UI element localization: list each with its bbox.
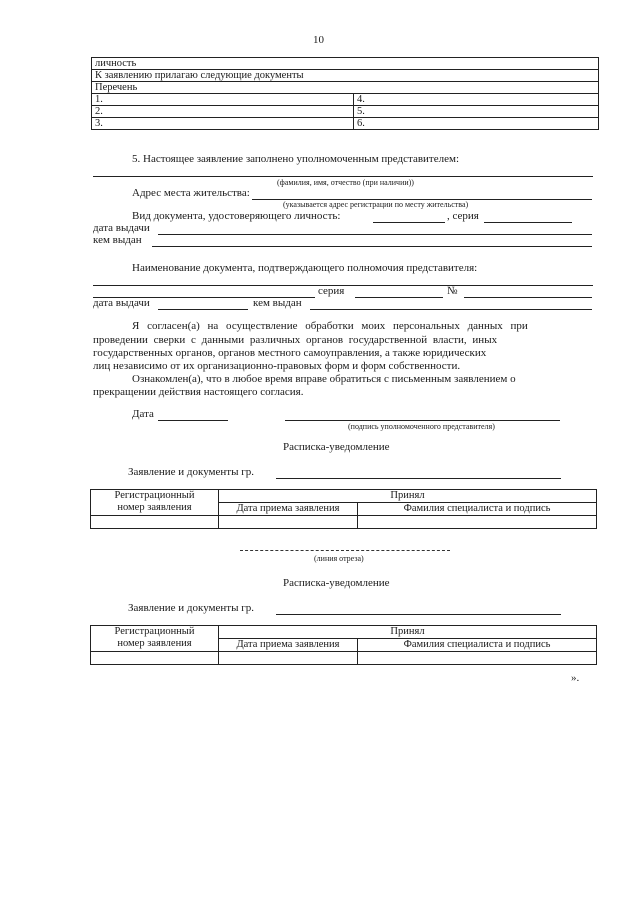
issued-by-label: кем выдан bbox=[93, 234, 142, 246]
consent-line-1: Я согласен(а) на осуществление обработки моих персональных данных при bbox=[132, 320, 528, 332]
signature-caption: (подпись уполномоченного представителя) bbox=[348, 422, 495, 431]
signature-line bbox=[285, 420, 560, 421]
address-caption: (указывается адрес регистрации по месту жительства) bbox=[283, 200, 469, 209]
receipt2-title: Расписка-уведомление bbox=[283, 577, 390, 589]
fio-line bbox=[93, 176, 593, 177]
receipt1-docs-line bbox=[276, 478, 561, 479]
list-item: 3. bbox=[92, 118, 354, 130]
consent-line-4: лиц независимо от их организационно-правовых форм и форм собственности. bbox=[93, 360, 461, 372]
doc-type-line bbox=[373, 222, 445, 223]
consent-line-2: проведении сверки с данными различных органов государственной власти, иных bbox=[93, 334, 498, 346]
receipt1-title: Расписка-уведомление bbox=[283, 441, 390, 453]
specialist-header: Фамилия специалиста и подпись bbox=[358, 639, 597, 652]
table-cell bbox=[219, 516, 358, 529]
authority-issued-by-label: кем выдан bbox=[253, 297, 302, 309]
fio-caption: (фамилия, имя, отчество (при наличии)) bbox=[277, 178, 414, 187]
authority-label: Наименование документа, подтверждающего полномочия представителя: bbox=[132, 262, 478, 274]
date-header: Дата приема заявления bbox=[219, 639, 358, 652]
list-item: 6. bbox=[354, 118, 599, 130]
section5-heading: 5. Настоящее заявление заполнено уполномоченным представителем: bbox=[132, 153, 459, 165]
list-item: 2. bbox=[92, 106, 354, 118]
attach-row: К заявлению прилагаю следующие документы bbox=[92, 70, 599, 82]
doc-series-line bbox=[484, 222, 572, 223]
attachments-table bbox=[91, 57, 599, 130]
signature-date-label: Дата bbox=[132, 408, 154, 420]
authority-series-label: серия bbox=[318, 285, 345, 297]
date-header: Дата приема заявления bbox=[219, 503, 358, 516]
reg-number-header: Регистрационный номер заявления bbox=[91, 490, 219, 516]
list-item: 4. bbox=[354, 94, 599, 106]
table-cell bbox=[219, 652, 358, 665]
accepted-header: Принял bbox=[219, 490, 597, 503]
consent-line-6: прекращении действия настоящего согласия. bbox=[93, 386, 304, 398]
doc-type-label: Вид документа, удостоверяющего личность: bbox=[132, 210, 341, 222]
authority-number-label: № bbox=[447, 285, 458, 297]
authority-issue-date-label: дата выдачи bbox=[93, 297, 150, 309]
reg-number-header: Регистрационный номер заявления bbox=[91, 626, 219, 652]
issue-date-line bbox=[158, 234, 592, 235]
closing-mark: ». bbox=[571, 672, 580, 684]
list-item: 5. bbox=[354, 106, 599, 118]
list-item: 1. bbox=[92, 94, 354, 106]
table-cell bbox=[91, 516, 219, 529]
issue-date-label: дата выдачи bbox=[93, 222, 150, 234]
consent-line-5: Ознакомлен(а), что в любое время вправе обратиться с письменным заявлением о bbox=[132, 373, 516, 385]
authority-number-line bbox=[464, 297, 592, 298]
specialist-header: Фамилия специалиста и подпись bbox=[358, 503, 597, 516]
page-number: 10 bbox=[313, 34, 324, 46]
cut-line bbox=[240, 550, 450, 551]
accepted-header: Принял bbox=[219, 626, 597, 639]
receipt2-table bbox=[90, 625, 597, 665]
issued-by-line bbox=[152, 246, 592, 247]
authority-series-line bbox=[355, 297, 443, 298]
receipt1-table bbox=[90, 489, 597, 529]
table-cell bbox=[358, 652, 597, 665]
authority-issued-by-line bbox=[310, 309, 592, 310]
address-label: Адрес места жительства: bbox=[132, 187, 250, 199]
receipt2-docs-line bbox=[276, 614, 561, 615]
list-row: Перечень bbox=[92, 82, 599, 94]
identity-row: личность bbox=[92, 58, 599, 70]
receipt2-docs-label: Заявление и документы гр. bbox=[128, 602, 254, 614]
signature-date-line bbox=[158, 420, 228, 421]
table-cell bbox=[91, 652, 219, 665]
authority-issue-date-line bbox=[158, 309, 248, 310]
receipt1-docs-label: Заявление и документы гр. bbox=[128, 466, 254, 478]
table-cell bbox=[358, 516, 597, 529]
consent-line-3: государственных органов, органов местного самоуправления, а также юридических bbox=[93, 347, 487, 359]
cut-line-caption: (линия отреза) bbox=[314, 554, 364, 563]
doc-series-label: , серия bbox=[447, 210, 479, 222]
